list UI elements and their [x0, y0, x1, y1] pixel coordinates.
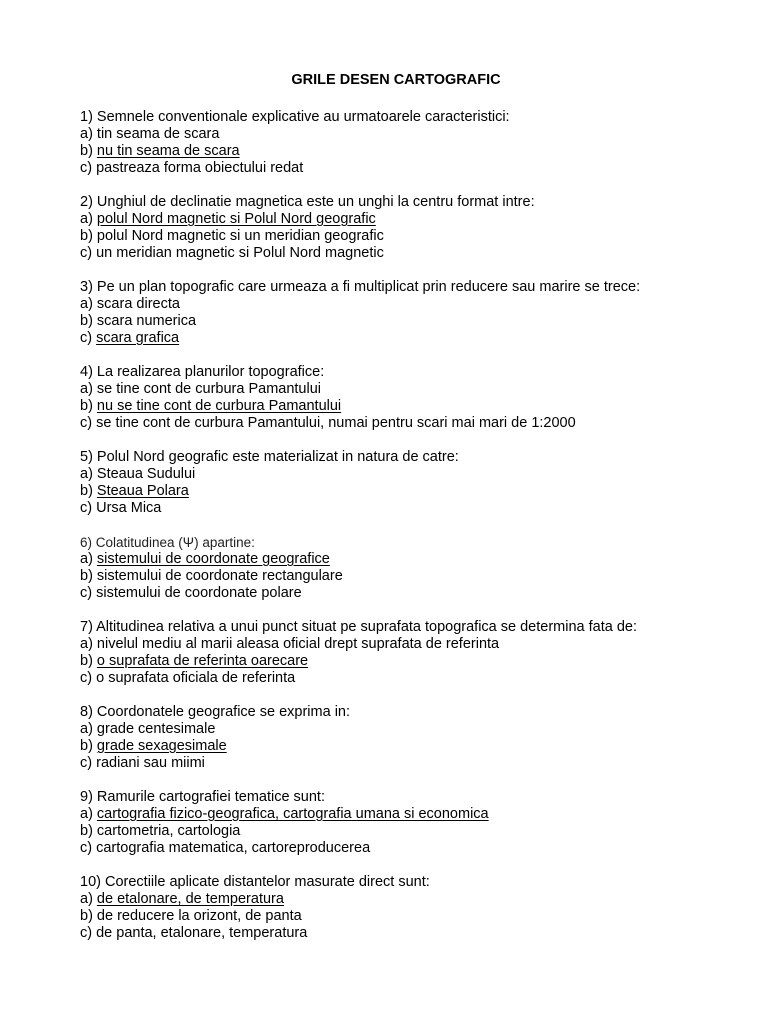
answer-option: [80, 653, 700, 670]
option-text: cartografia matematica, cartoreproducerea: [96, 840, 371, 856]
answer-option: [80, 398, 700, 415]
option-letter: c): [80, 415, 97, 431]
question-9: [80, 789, 700, 857]
option-letter: a): [80, 466, 97, 482]
option-text: se tine cont de curbura Pamantului: [96, 381, 321, 397]
option-letter: b): [80, 313, 97, 329]
question-5: [80, 449, 700, 517]
option-text: o suprafata oficiala de referinta: [96, 670, 296, 686]
question-text: 10) Corectiile aplicate distantelor masurate direct sunt:: [80, 874, 430, 890]
option-text: Ursa Mica: [96, 500, 162, 516]
answer-option: [80, 228, 700, 245]
answer-option: [80, 143, 700, 160]
option-letter: a): [80, 296, 97, 312]
answer-option: [80, 313, 700, 330]
question-7: [80, 619, 700, 687]
option-letter: b): [80, 908, 97, 924]
question-6: [80, 534, 700, 602]
answer-option: [80, 840, 700, 857]
option-letter: c): [80, 755, 97, 771]
option-letter: c): [80, 245, 97, 261]
option-letter: b): [80, 483, 97, 499]
answer-option: [80, 738, 700, 755]
correct-answer-text: Steaua Polara: [96, 483, 189, 499]
option-text: se tine cont de curbura Pamantului, numai pentru scari mai mari de 1:2000: [96, 415, 576, 431]
option-letter: c): [80, 500, 97, 516]
question-text: 7) Altitudinea relativa a unui punct situat pe suprafata topografica se determina fata de:: [80, 619, 637, 635]
correct-answer-text: grade sexagesimale: [96, 738, 227, 754]
document-title: GRILE DESEN CARTOGRAFIC: [291, 72, 501, 88]
answer-option: [80, 585, 700, 602]
option-text: cartometria, cartologia: [96, 823, 241, 839]
option-letter: b): [80, 823, 97, 839]
correct-answer-text: nu se tine cont de curbura Pamantului: [96, 398, 342, 414]
answer-option: [80, 126, 700, 143]
question-3: [80, 279, 700, 347]
correct-answer-text: cartografia fizico-geografica, cartografia umana si economica: [96, 806, 489, 822]
option-letter: c): [80, 330, 97, 346]
correct-answer-text: polul Nord magnetic si Polul Nord geografic: [96, 211, 376, 227]
answer-option: [80, 381, 700, 398]
option-letter: c): [80, 670, 97, 686]
answer-option: [80, 211, 700, 228]
option-letter: a): [80, 806, 97, 822]
question-2: [80, 194, 700, 262]
answer-option: [80, 925, 700, 942]
correct-answer-text: nu tin seama de scara: [96, 143, 240, 159]
question-text: 1) Semnele conventionale explicative au urmatoarele caracteristici:: [80, 109, 510, 125]
question-text: 4) La realizarea planurilor topografice:: [80, 364, 325, 380]
option-letter: a): [80, 636, 97, 652]
option-letter: b): [80, 398, 97, 414]
option-text: Steaua Sudului: [96, 466, 196, 482]
option-text: pastreaza forma obiectului redat: [96, 160, 304, 176]
option-text: un meridian magnetic si Polul Nord magnetic: [96, 245, 384, 261]
question-4: [80, 364, 700, 432]
correct-answer-text: de etalonare, de temperatura: [96, 891, 284, 907]
correct-answer-text: sistemului de coordonate geografice: [96, 551, 330, 567]
answer-option: [80, 160, 700, 177]
option-letter: a): [80, 891, 97, 907]
question-text: 8) Coordonatele geografice se exprima in:: [80, 704, 351, 720]
question-10: [80, 874, 700, 942]
question-list: [80, 109, 700, 942]
option-text: scara directa: [96, 296, 180, 312]
option-text: nivelul mediu al marii aleasa oficial drept suprafata de referinta: [96, 636, 500, 652]
correct-answer-text: o suprafata de referinta oarecare: [96, 653, 309, 669]
answer-option: [80, 755, 700, 772]
question-text: 9) Ramurile cartografiei tematice sunt:: [80, 789, 325, 805]
question-8: [80, 704, 700, 772]
answer-option: [80, 551, 700, 568]
option-text: sistemului de coordonate polare: [96, 585, 302, 601]
answer-option: [80, 330, 700, 347]
question-text: 6) Colatitudinea (Ψ) apartine:: [80, 535, 255, 550]
option-letter: a): [80, 551, 97, 567]
answer-option: [80, 466, 700, 483]
answer-option: [80, 500, 700, 517]
option-text: de panta, etalonare, temperatura: [96, 925, 308, 941]
question-text: 3) Pe un plan topografic care urmeaza a fi multiplicat prin reducere sau marire se trece:: [80, 279, 641, 295]
option-text: tin seama de scara: [96, 126, 220, 142]
question-text: 2) Unghiul de declinatie magnetica este un unghi la centru format intre:: [80, 194, 535, 210]
document-page: [80, 72, 700, 959]
option-text: scara numerica: [96, 313, 197, 329]
answer-option: [80, 721, 700, 738]
option-text: grade centesimale: [96, 721, 216, 737]
answer-option: [80, 823, 700, 840]
option-letter: c): [80, 585, 97, 601]
option-letter: c): [80, 925, 97, 941]
option-letter: b): [80, 568, 97, 584]
answer-option: [80, 415, 700, 432]
correct-answer-text: scara grafica: [96, 330, 180, 346]
question-text: 5) Polul Nord geografic este materializat in natura de catre:: [80, 449, 459, 465]
option-letter: a): [80, 381, 97, 397]
option-letter: b): [80, 143, 97, 159]
answer-option: [80, 483, 700, 500]
answer-option: [80, 806, 700, 823]
option-letter: a): [80, 126, 97, 142]
question-1: [80, 109, 700, 177]
option-text: de reducere la orizont, de panta: [96, 908, 302, 924]
answer-option: [80, 908, 700, 925]
option-text: radiani sau miimi: [96, 755, 205, 771]
option-text: polul Nord magnetic si un meridian geografic: [96, 228, 384, 244]
answer-option: [80, 670, 700, 687]
option-text: sistemului de coordonate rectangulare: [96, 568, 343, 584]
option-letter: c): [80, 840, 97, 856]
option-letter: b): [80, 653, 97, 669]
option-letter: a): [80, 721, 97, 737]
option-letter: b): [80, 228, 97, 244]
answer-option: [80, 296, 700, 313]
option-letter: c): [80, 160, 97, 176]
answer-option: [80, 245, 700, 262]
answer-option: [80, 636, 700, 653]
answer-option: [80, 891, 700, 908]
option-letter: b): [80, 738, 97, 754]
option-letter: a): [80, 211, 97, 227]
answer-option: [80, 568, 700, 585]
